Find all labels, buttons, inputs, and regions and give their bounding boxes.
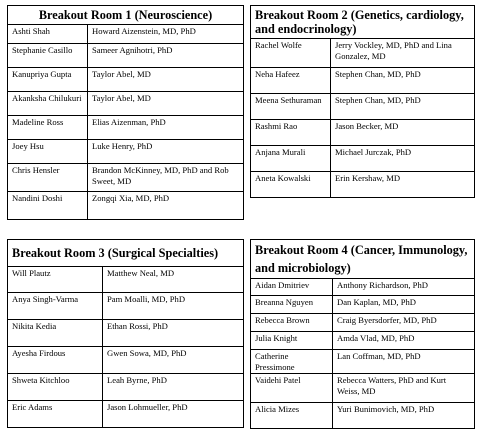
- student-name: Ashti Shah: [8, 25, 88, 44]
- mentor-name: Taylor Abel, MD: [88, 68, 244, 92]
- student-name: Kanupriya Gupta: [8, 68, 88, 92]
- room-title: Breakout Room 4 (Cancer, Immunology, and microbiology): [251, 240, 475, 279]
- student-name: Nandini Doshi: [8, 192, 88, 220]
- student-name: Aneta Kowalski: [251, 172, 331, 198]
- student-name: Chris Hensler: [8, 164, 88, 192]
- student-name: Joey Hsu: [8, 140, 88, 164]
- mentor-name: Luke Henry, PhD: [88, 140, 244, 164]
- table-row: [251, 350, 475, 374]
- student-name: Ayesha Firdous: [8, 347, 103, 374]
- table-row: [251, 296, 475, 314]
- student-name: Meena Sethuraman: [251, 94, 331, 120]
- table-row: [8, 374, 244, 401]
- table-row: [8, 164, 244, 192]
- mentor-name: Craig Byersdorfer, MD, PhD: [333, 314, 475, 332]
- mentor-name: Stephen Chan, MD, PhD: [331, 94, 475, 120]
- student-name: Rachel Wolfe: [251, 39, 331, 68]
- student-name: Eric Adams: [8, 401, 103, 428]
- mentor-name: Jerry Vockley, MD, PhD and Lina Gonzalez, MD: [331, 39, 475, 68]
- mentor-name: Sameer Agnihotri, PhD: [88, 44, 244, 68]
- mentor-name: Leah Byrne, PhD: [103, 374, 244, 401]
- student-name: Rashmi Rao: [251, 120, 331, 146]
- table-row: [251, 39, 475, 68]
- student-name: Rebecca Brown: [251, 314, 333, 332]
- table-row: [8, 347, 244, 374]
- table-row: [251, 279, 475, 296]
- mentor-name: Erin Kershaw, MD: [331, 172, 475, 198]
- mentor-name: Lan Coffman, MD, PhD: [333, 350, 475, 374]
- table-row: [251, 314, 475, 332]
- mentor-name: Rebecca Watters, PhD and Kurt Weiss, MD: [333, 374, 475, 403]
- mentor-name: Taylor Abel, MD: [88, 92, 244, 116]
- room-title: Breakout Room 1 (Neuroscience): [8, 6, 244, 25]
- student-name: Breanna Nguyen: [251, 296, 333, 314]
- student-name: Julia Knight: [251, 332, 333, 350]
- mentor-name: Elias Aizenman, PhD: [88, 116, 244, 140]
- student-name: Shweta Kitchloo: [8, 374, 103, 401]
- student-name: Alicia Mizes: [251, 403, 333, 429]
- student-name: Stephanie Casillo: [8, 44, 88, 68]
- table-row: [8, 192, 244, 220]
- mentor-name: Yuri Bunimovich, MD, PhD: [333, 403, 475, 429]
- mentor-name: Jason Becker, MD: [331, 120, 475, 146]
- student-name: Will Plautz: [8, 267, 103, 293]
- mentor-name: Dan Kaplan, MD, PhD: [333, 296, 475, 314]
- mentor-name: Matthew Neal, MD: [103, 267, 244, 293]
- breakout-room-1-table: [7, 5, 244, 220]
- table-row: [8, 140, 244, 164]
- student-name: Neha Hafeez: [251, 68, 331, 94]
- table-row: [251, 172, 475, 198]
- mentor-name: Stephen Chan, MD, PhD: [331, 68, 475, 94]
- room-title: Breakout Room 2 (Genetics, cardiology, and endocrinology): [251, 6, 475, 39]
- mentor-name: Pam Moalli, MD, PhD: [103, 293, 244, 320]
- table-row: [8, 44, 244, 68]
- student-name: Madeline Ross: [8, 116, 88, 140]
- breakout-room-2-table: [250, 5, 475, 198]
- table-row: [251, 120, 475, 146]
- student-name: Aidan Dmitriev: [251, 279, 333, 296]
- table-row: [251, 332, 475, 350]
- mentor-name: Howard Aizenstein, MD, PhD: [88, 25, 244, 44]
- mentor-name: Zongqi Xia, MD, PhD: [88, 192, 244, 220]
- table-row: [251, 403, 475, 429]
- table-row: [8, 401, 244, 428]
- student-name: Akanksha Chilukuri: [8, 92, 88, 116]
- table-row: [251, 146, 475, 172]
- mentor-name: Anthony Richardson, PhD: [333, 279, 475, 296]
- mentor-name: Gwen Sowa, MD, PhD: [103, 347, 244, 374]
- table-row: [251, 68, 475, 94]
- table-row: [251, 94, 475, 120]
- room-title: Breakout Room 3 (Surgical Specialties): [8, 240, 244, 267]
- student-name: Catherine Pressimone: [251, 350, 333, 374]
- table-row: [8, 267, 244, 293]
- table-row: [8, 68, 244, 92]
- table-row: [8, 92, 244, 116]
- student-name: Vaidehi Patel: [251, 374, 333, 403]
- mentor-name: Jason Lohmueller, PhD: [103, 401, 244, 428]
- table-row: [251, 374, 475, 403]
- student-name: Anya Singh-Varma: [8, 293, 103, 320]
- mentor-name: Brandon McKinney, MD, PhD and Rob Sweet, MD: [88, 164, 244, 192]
- breakout-room-4-table: [250, 239, 475, 429]
- table-row: [8, 25, 244, 44]
- mentor-name: Amda Vlad, MD, PhD: [333, 332, 475, 350]
- student-name: Nikita Kedia: [8, 320, 103, 347]
- table-row: [8, 320, 244, 347]
- table-row: [8, 116, 244, 140]
- table-row: [8, 293, 244, 320]
- mentor-name: Michael Jurczak, PhD: [331, 146, 475, 172]
- breakout-room-3-table: [7, 239, 244, 428]
- student-name: Anjana Murali: [251, 146, 331, 172]
- mentor-name: Ethan Rossi, PhD: [103, 320, 244, 347]
